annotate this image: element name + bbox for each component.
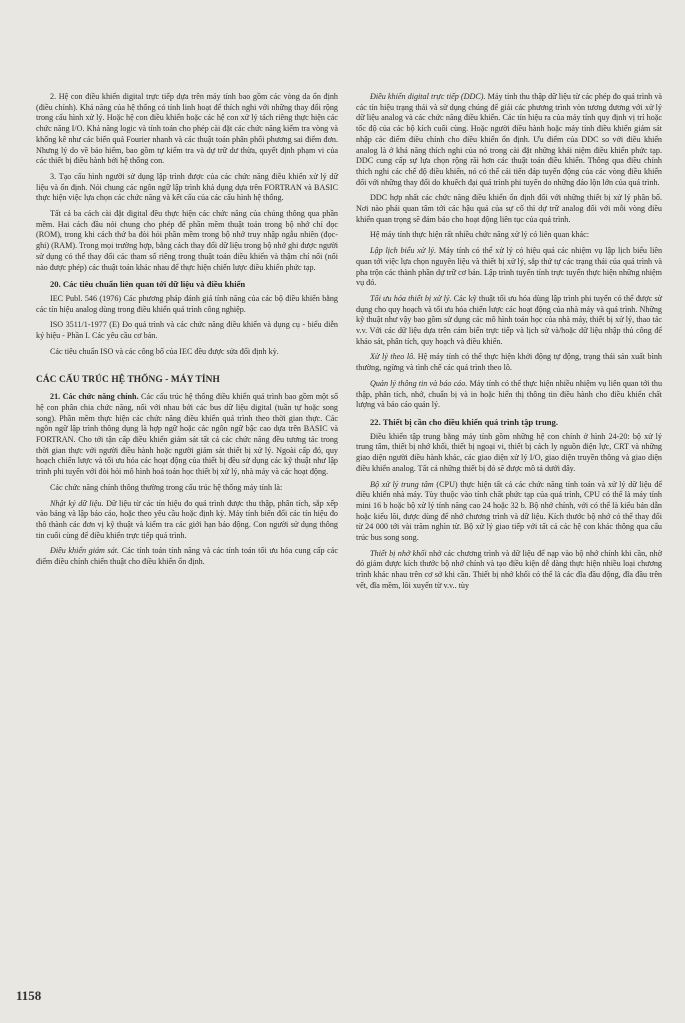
- term-lead: Tối ưu hóa thiết bị xử lý.: [370, 293, 452, 303]
- paragraph: Các tiêu chuẩn ISO và các công bố của IEC đều được sửa đổi định kỳ.: [50, 346, 279, 356]
- paragraph: [356, 246, 662, 289]
- paragraph: [36, 392, 338, 478]
- paragraph: [36, 546, 338, 567]
- paragraph-body: Máy tính có thể xử lý có hiệu quả các nhiệm vụ lập lịch biểu liên quan tới việc lựa chọn nguyên liệu và thiết bị xử lý, sắp thứ tự các trạng thái của quá trình và pha trộn các thành phần dự trữ cơ bản. Lập trình tuyến tính trực tuyến thực hiện những nhiệm vụ đó.: [356, 246, 663, 288]
- paragraph-body: nhớ các chương trình và dữ liệu để nạp vào bộ nhớ chính khi cần, nhờ đó giảm được kích thước bộ nhớ chính và tạo điều kiện dễ dàng thực hiện nhiều loại chương trình khác nhau trên cơ sở khi cần. Thiết bị nhớ khối có thể là các đĩa đầu động, đĩa đầu trên vết, đĩa mềm, lõi xuyến từ v.v.. tùy: [356, 548, 662, 590]
- paragraph-body: Các cấu trúc hệ thống điều khiển quá trình bao gồm một số hệ con phân chia chức năng, nối với nhau bởi các bus dữ liệu digital (tuần tự hoặc song song). Phần mềm thực hiện các chức năng điều khiển quá trình theo thời gian thực. Các ngôn ngữ lập trình thông dụng là hợp ngữ hoặc các ngôn ngữ bậc cao dựa trên BASIC và FORTRAN. Cho tới tận cấp điều khiển giám sát tất cả các chức năng đều tương tác trong thời gian thực với người điều hành hoặc người giám sát thiết bị xử lý. Ngoài cấp đó, quy hoạch chiến lược và tối ưu hóa các hoạt động của thiết bị đều sử dụng các kỹ thuật như lập trình phi tuyến với đòi hỏi mô hình hoá toán học thiết bị xử lý, nhà máy và các hoạt động.: [36, 392, 339, 477]
- term-lead: Điều khiển digital trực tiếp (DDC).: [370, 92, 486, 101]
- paragraph: IEC Publ. 546 (1976) Các phương pháp đánh giá tính năng của các bộ điều khiển bằng các tín hiệu analog dùng trong điều khiển quá trình công nghiệp.: [36, 293, 338, 314]
- paragraph: [356, 480, 662, 544]
- term-lead: Điều khiển giám sát.: [50, 546, 120, 556]
- paragraph: Các chức năng chính thông thường trong cấu trúc hệ thống máy tính là:: [50, 482, 283, 492]
- paragraph: DDC hợp nhất các chức năng điều khiển ổn định đối với những thiết bị xử lý phân bố. Nơi nào phải quan tâm tới các hậu quả của sự cố thì dự trữ analog đối với mỗi vòng điều khiển quan trọng sẽ đảm bảo cho hoạt động liên tục của quá trình.: [356, 193, 662, 224]
- paragraph: Điều khiển tập trung bằng máy tính gồm những hệ con chính ở hình 24-20: bộ xử lý trung tâm, thiết bị nhớ khối, thiết bị ngoại vi, thiết bị cách ly nguồn điện lực, CRT và những giao diện người điều hành khác, các giao diện xử lý I/O, giao diện truyền thông và giao diện điều khiển analog. Tất cả những thiết bị đó sẽ được mô tả dưới đây.: [356, 431, 662, 473]
- term-lead: Xử lý theo lô.: [370, 352, 416, 362]
- paragraph-body: Hệ máy tính có thể thực hiện khởi động tự động, trạng thái sản xuất bình thường, ngừng và tình chế các quá trình theo lô.: [356, 352, 662, 373]
- term-lead: Nhật ký dữ liệu.: [50, 498, 104, 508]
- section-title: CÁC CẤU TRÚC HỆ THỐNG - MÁY TÍNH: [36, 375, 220, 386]
- paragraph: 3. Tạo cấu hình người sử dụng lập trình được của các chức năng điều khiển xử lý dữ liệu và ổn định. Nói chung các ngôn ngữ lập trình khả dụng dựa trên FORTRAN và BASIC thực hiện việc lựa chọn các chức năng và kết cấu của các cấu hình hệ thống.: [36, 171, 338, 203]
- page-number: 1158: [16, 988, 42, 1003]
- paragraph: [356, 549, 662, 592]
- paragraph: [356, 352, 662, 373]
- paragraph-body: Các kỹ thuật tối ưu hóa dùng lập trình phi tuyến có thể được sử dụng cho quy hoạch và tối ưu hóa chiến lược các hoạt động của nhà máy và quá trình. Những kỹ thuật như vậy bao gồm sử dụng các mô hình toán học của nhà máy, thiết bị xử lý, thao tác v.v. Với các dữ liệu dựa trên cảm biến trực tiếp và lịch sử và/hoặc dữ liệu nhập thủ công để khảo sát, phân tích, quy hoạch và điều khiển.: [356, 293, 663, 346]
- paragraph-body: (CPU) thực hiện tất cả các chức năng tính toán và xử lý dữ liệu để điều khiển nhà máy. Tùy thuộc vào tính chất phức tạp của quá trình, CPU có thể là máy tính mini 16 b hoặc bộ xử lý tính năng cao 24 hoặc 32 b. Bộ nhớ chính, với có thể là kiểu bán dẫn hoặc kiểu lõi, được dùng để nhớ chương trình và dữ liệu. Kích thước bộ nhớ có thể thay đổi từ 24 000 tới vài trăm nghìn từ. Bộ xử lý giao tiếp với tất cả các hệ con khác thông qua cấu trúc bus song song.: [356, 479, 663, 543]
- subsection-heading-20: 20. Các tiêu chuẩn liên quan tới dữ liệu và điều khiển: [50, 279, 246, 290]
- paragraph: [356, 379, 662, 411]
- right-column: [356, 92, 662, 597]
- paragraph: [356, 294, 662, 348]
- term-lead: Thiết bị nhớ khối: [370, 548, 427, 558]
- paragraph: [356, 92, 662, 188]
- term-lead: Quản lý thông tin và báo cáo.: [370, 378, 468, 388]
- paragraph: Tất cả ba cách cài đặt digital đều thực hiện các chức năng của chúng thông qua phần mềm. Hai cách đầu nói chung cho phép để phần mềm thuật toán trong bộ nhớ chỉ đọc (ROM), trong khi cách thứ ba đòi hỏi phần mềm trong bộ nhớ truy nhập ngẫu nhiên (đọc-ghi) (RAM). Trong mọi trường hợp, bằng cách thay đổi dữ liệu trong bộ nhớ ghi được người sử dụng có thể thay đổi các tham số riêng trong thuật toán điều khiển và thậm chí nối (nối nào được phép) các thuật toán khác nhau để thực hiện chiến lược điều khiển phức tạp.: [36, 209, 338, 272]
- term-lead: Lập lịch biểu xử lý.: [370, 246, 437, 256]
- paragraph: 2. Hệ con điều khiển digital trực tiếp dựa trên máy tính bao gồm các vòng da ổn định (điều chỉnh). Khả năng của hệ thống có tính linh hoạt để thích nghi với những thay đổi rộng trong cấu hình xử lý. Hoặc hệ con điều khiển hoặc các hệ con xử lý tách riêng thực hiện các chức năng I/O. Khả năng logic và tính toán cho phép cài đặt các chức năng kiểm tra vòng và khống kê như các biến quả Fourier nhanh và các thuật toán phân phối phương sai điểm đơn. Nhưng lý do về bảo hiểm, bao gồm tự kiểm tra và dự trữ dư thừa, quyết định phạm vi của các thiết bị điều hành bởi hệ thống con.: [36, 92, 338, 166]
- left-column: [36, 92, 338, 573]
- subsection-heading-21: 21. Các chức năng chính.: [50, 392, 139, 402]
- paragraph-body: Các tính toán tính năng và các tính toán tối ưu hóa cung cấp các điểm điều chỉnh chiến thuật cho điều khiển ổn định.: [36, 546, 338, 567]
- paragraph-body: Máy tính thu thập dữ liệu từ các phép đo quá trình và các tín hiệu trạng thái và sử dụng chúng để giải các phương trình vòn tương đương với xử lý dữ liệu analog và các chức năng điều khiển. Các tín hiệu ra của máy tính quy định vị trí hoặc tốc độ của các bộ kích cuối cùng. Hoặc người điều hành hoặc máy tính điều khiển giám sát nhập các điểm điều chỉnh cho điều khiển ổn định. Ưu điểm của DDC so với điều khiển analog là ở khả năng thích nghi của nó trong cài đặt những khái niệm điều khiển phức tạp. DDC cung cấp sự lựa chọn rộng rãi hơn các thuật toán điều khiển. Thông qua điều chỉnh thích nghi các chế độ điều khiển, nó có thể cải tiến đáp tuyến động của các vòng điều khiển đối với những thay đổi do khuếch đại quá trình phi tuyến do những đảo lộn lớn của quá trình.: [356, 92, 663, 187]
- paragraph-body: Máy tính có thể thực hiện nhiều nhiệm vụ liên quan tới thu thập, phân tích, nhớ, chuẩn bị và in hoặc hiển thị thông tin điều hành cho điều khiển chất lượng và báo cáo quản lý.: [356, 378, 663, 410]
- paragraph: ISO 3511/1-1977 (E) Đo quá trình và các chức năng điều khiển và dụng cụ - biểu diễn ký hiệu - Phần I. Các yêu cầu cơ bản.: [36, 320, 338, 341]
- paragraph-body: Dữ liệu từ các tín hiệu đo quá trình được thu thập, phân tích, sắp xếp vào bảng và lập báo cáo, hoặc theo yêu cầu hoặc định kỳ. Máy tính biến đổi các tín hiệu đo thô thành các đơn vị kỹ thuật và kiểm tra các giới hạn báo động. Con người sử dụng thông tin cuối cùng để điều khiển trực tiếp quá trình.: [36, 498, 338, 540]
- paragraph: [36, 499, 338, 542]
- paragraph: Hệ máy tính thực hiện rất nhiều chức năng xử lý có liên quan khác:: [370, 230, 589, 240]
- term-lead: Bộ xử lý trung tâm: [370, 479, 434, 489]
- subsection-heading-22: 22. Thiết bị cần cho điều khiển quá trình tập trung.: [370, 416, 558, 427]
